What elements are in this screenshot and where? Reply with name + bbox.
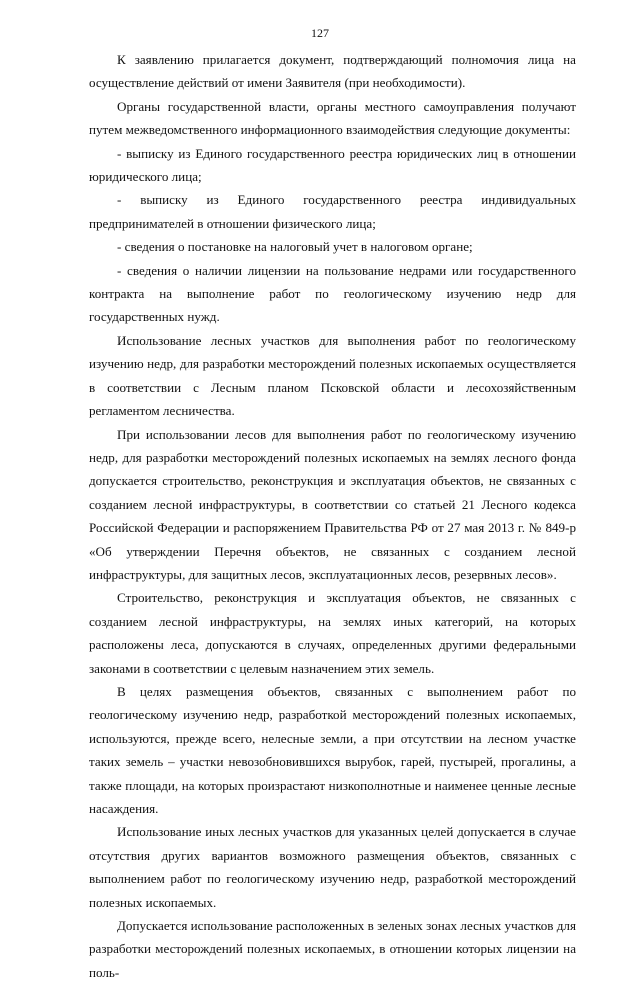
- body-text: [89, 48, 576, 984]
- paragraph: В целях размещения объектов, связанных с выполнением работ по геологическому изучению недр, разработкой месторождений полезных ископаемых, используются, прежде всего, нелесные земли, а при отсутствии на лесном участке таких земель – участки невозобновившихся вырубок, гарей, пустырей, прогалины, а также площади, на которых произрастают низкополнотные и наименее ценные лесные насаждения.: [89, 683, 576, 816]
- list-item: - сведения о наличии лицензии на пользование недрами или государственного контракта на выполнение работ по геологическому изучению недр для государственных нужд.: [89, 262, 576, 325]
- paragraph: При использовании лесов для выполнения работ по геологическому изучению недр, для разработки месторождений полезных ископаемых на землях лесного фонда допускается строительство, реконструкция и эксплуатация объектов, не связанных с созданием лесной инфраструктуры, в соответствии со статьей 21 Лесного кодекса Российской Федерации и распоряжением Правительства РФ от 27 мая 2013 г. № 849-р «Об утверждении Перечня объектов, не связанных с созданием лесной инфраструктуры, для защитных лесов, эксплуатационных лесов, резервных лесов».: [89, 426, 576, 582]
- page-number: 127: [311, 26, 329, 40]
- list-item: - сведения о постановке на налоговый учет в налоговом органе;: [117, 239, 473, 255]
- paragraph: Органы государственной власти, органы местного самоуправления получают путем межведомственного информационного взаимодействия следующие документы:: [89, 98, 576, 138]
- paragraph: Использование лесных участков для выполнения работ по геологическому изучению недр, для разработки месторождений полезных ископаемых осуществляется в соответствии с Лесным планом Псковской области и лесохозяйственным регламентом лесничества.: [89, 332, 576, 419]
- list-item: - выписку из Единого государственного реестра юридических лиц в отношении юридического лица;: [89, 145, 576, 185]
- paragraph: К заявлению прилагается документ, подтверждающий полномочия лица на осуществление действий от имени Заявителя (при необходимости).: [89, 52, 576, 91]
- paragraph: Допускается использование расположенных в зеленых зонах лесных участков для разработки месторождений полезных ископаемых, в отношении которых лицензии на поль-: [89, 918, 576, 980]
- list-item: - выписку из Единого государственного реестра индивидуальных предпринимателей в отношении физического лица;: [89, 192, 576, 231]
- paragraph: Строительство, реконструкция и эксплуатация объектов, не связанных с созданием лесной инфраструктуры, на землях иных категорий, на которых расположены леса, допускаются в случаях, определенных другими федеральными законами в соответствии с целевым назначением этих земель.: [89, 590, 576, 676]
- paragraph: Использование иных лесных участков для указанных целей допускается в случае отсутствия других вариантов возможного размещения объектов, связанных с выполнением работ по геологическому изучению недр, разработкой месторождений полезных ископаемых.: [89, 824, 576, 910]
